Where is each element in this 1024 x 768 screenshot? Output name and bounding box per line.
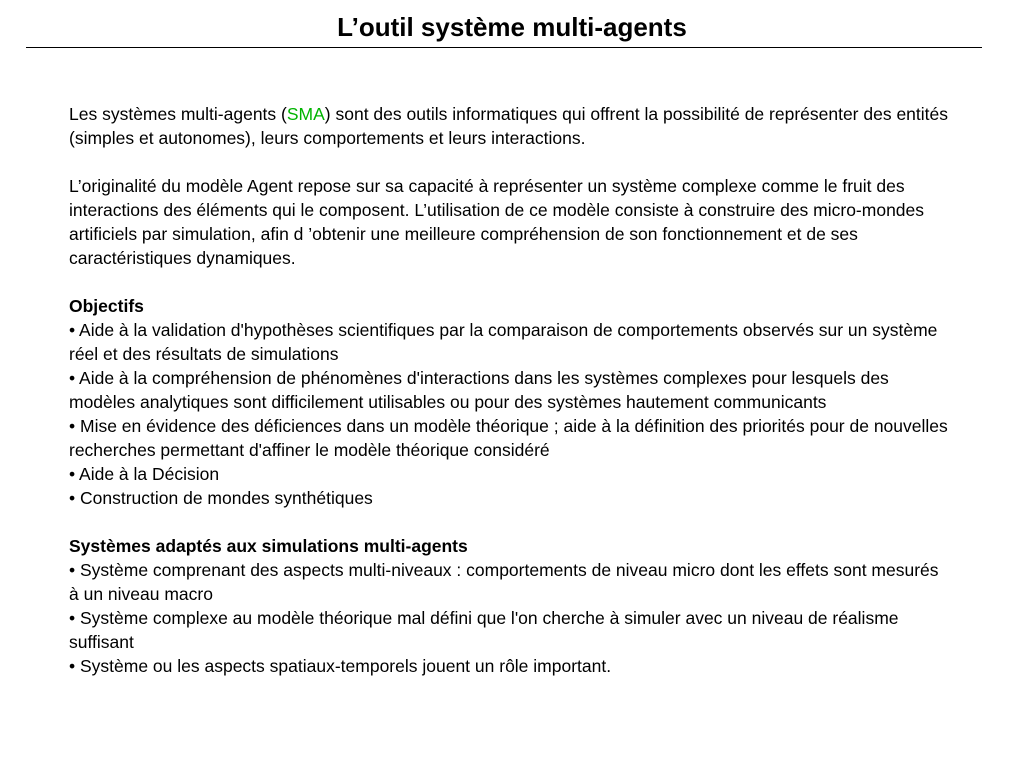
spacer bbox=[69, 510, 949, 534]
originality-paragraph: L’originalité du modèle Agent repose sur sa capacité à représenter un système complexe comme le fruit des interactions des éléments qui le composent. L’utilisation de ce modèle consiste à construire des micro-mondes artificiels par simulation, afin d ’obtenir une meilleure compréhension de son fonctionnement et de ses caractéristiques dynamiques. bbox=[69, 176, 925, 268]
sma-acronym: SMA bbox=[286, 104, 325, 124]
spacer bbox=[69, 270, 949, 294]
page-title: L’outil système multi-agents bbox=[337, 12, 687, 42]
adapted-system-item: • Système ou les aspects spatiaux-temporels jouent un rôle important. bbox=[69, 656, 612, 676]
intro-text-before: Les systèmes multi-agents ( bbox=[69, 104, 287, 124]
objectives-heading: Objectifs bbox=[69, 296, 144, 316]
objective-item: • Mise en évidence des déficiences dans un modèle théorique ; aide à la définition des priorités pour de nouvelles recherches permettant d'affiner le modèle théorique considéré bbox=[69, 416, 948, 460]
spacer bbox=[69, 150, 949, 174]
title-divider bbox=[26, 47, 982, 48]
objective-item: • Aide à la Décision bbox=[69, 464, 220, 484]
adapted-system-item: • Système complexe au modèle théorique mal défini que l'on cherche à simuler avec un niveau de réalisme suffisant bbox=[69, 608, 899, 652]
adapted-system-item: • Système comprenant des aspects multi-niveaux : comportements de niveau micro dont les effets sont mesurés à un niveau macro bbox=[69, 560, 939, 604]
objective-item: • Aide à la validation d'hypothèses scientifiques par la comparaison de comportements observés sur un système réel et des résultats de simulations bbox=[69, 320, 938, 364]
adapted-systems-heading: Systèmes adaptés aux simulations multi-agents bbox=[69, 536, 468, 556]
intro-text-after: ) sont des outils informatiques qui offrent la possibilité de représenter des entités (simples et autonomes), leurs comportements et leurs interactions. bbox=[69, 104, 949, 148]
objective-item: • Aide à la compréhension de phénomènes d'interactions dans les systèmes complexes pour lesquels des modèles analytiques sont difficilement utilisables ou pour des systèmes hautement communicants bbox=[69, 368, 889, 412]
intro-paragraph bbox=[69, 102, 949, 150]
slide-content bbox=[69, 102, 949, 678]
objective-item: • Construction de mondes synthétiques bbox=[69, 488, 373, 508]
